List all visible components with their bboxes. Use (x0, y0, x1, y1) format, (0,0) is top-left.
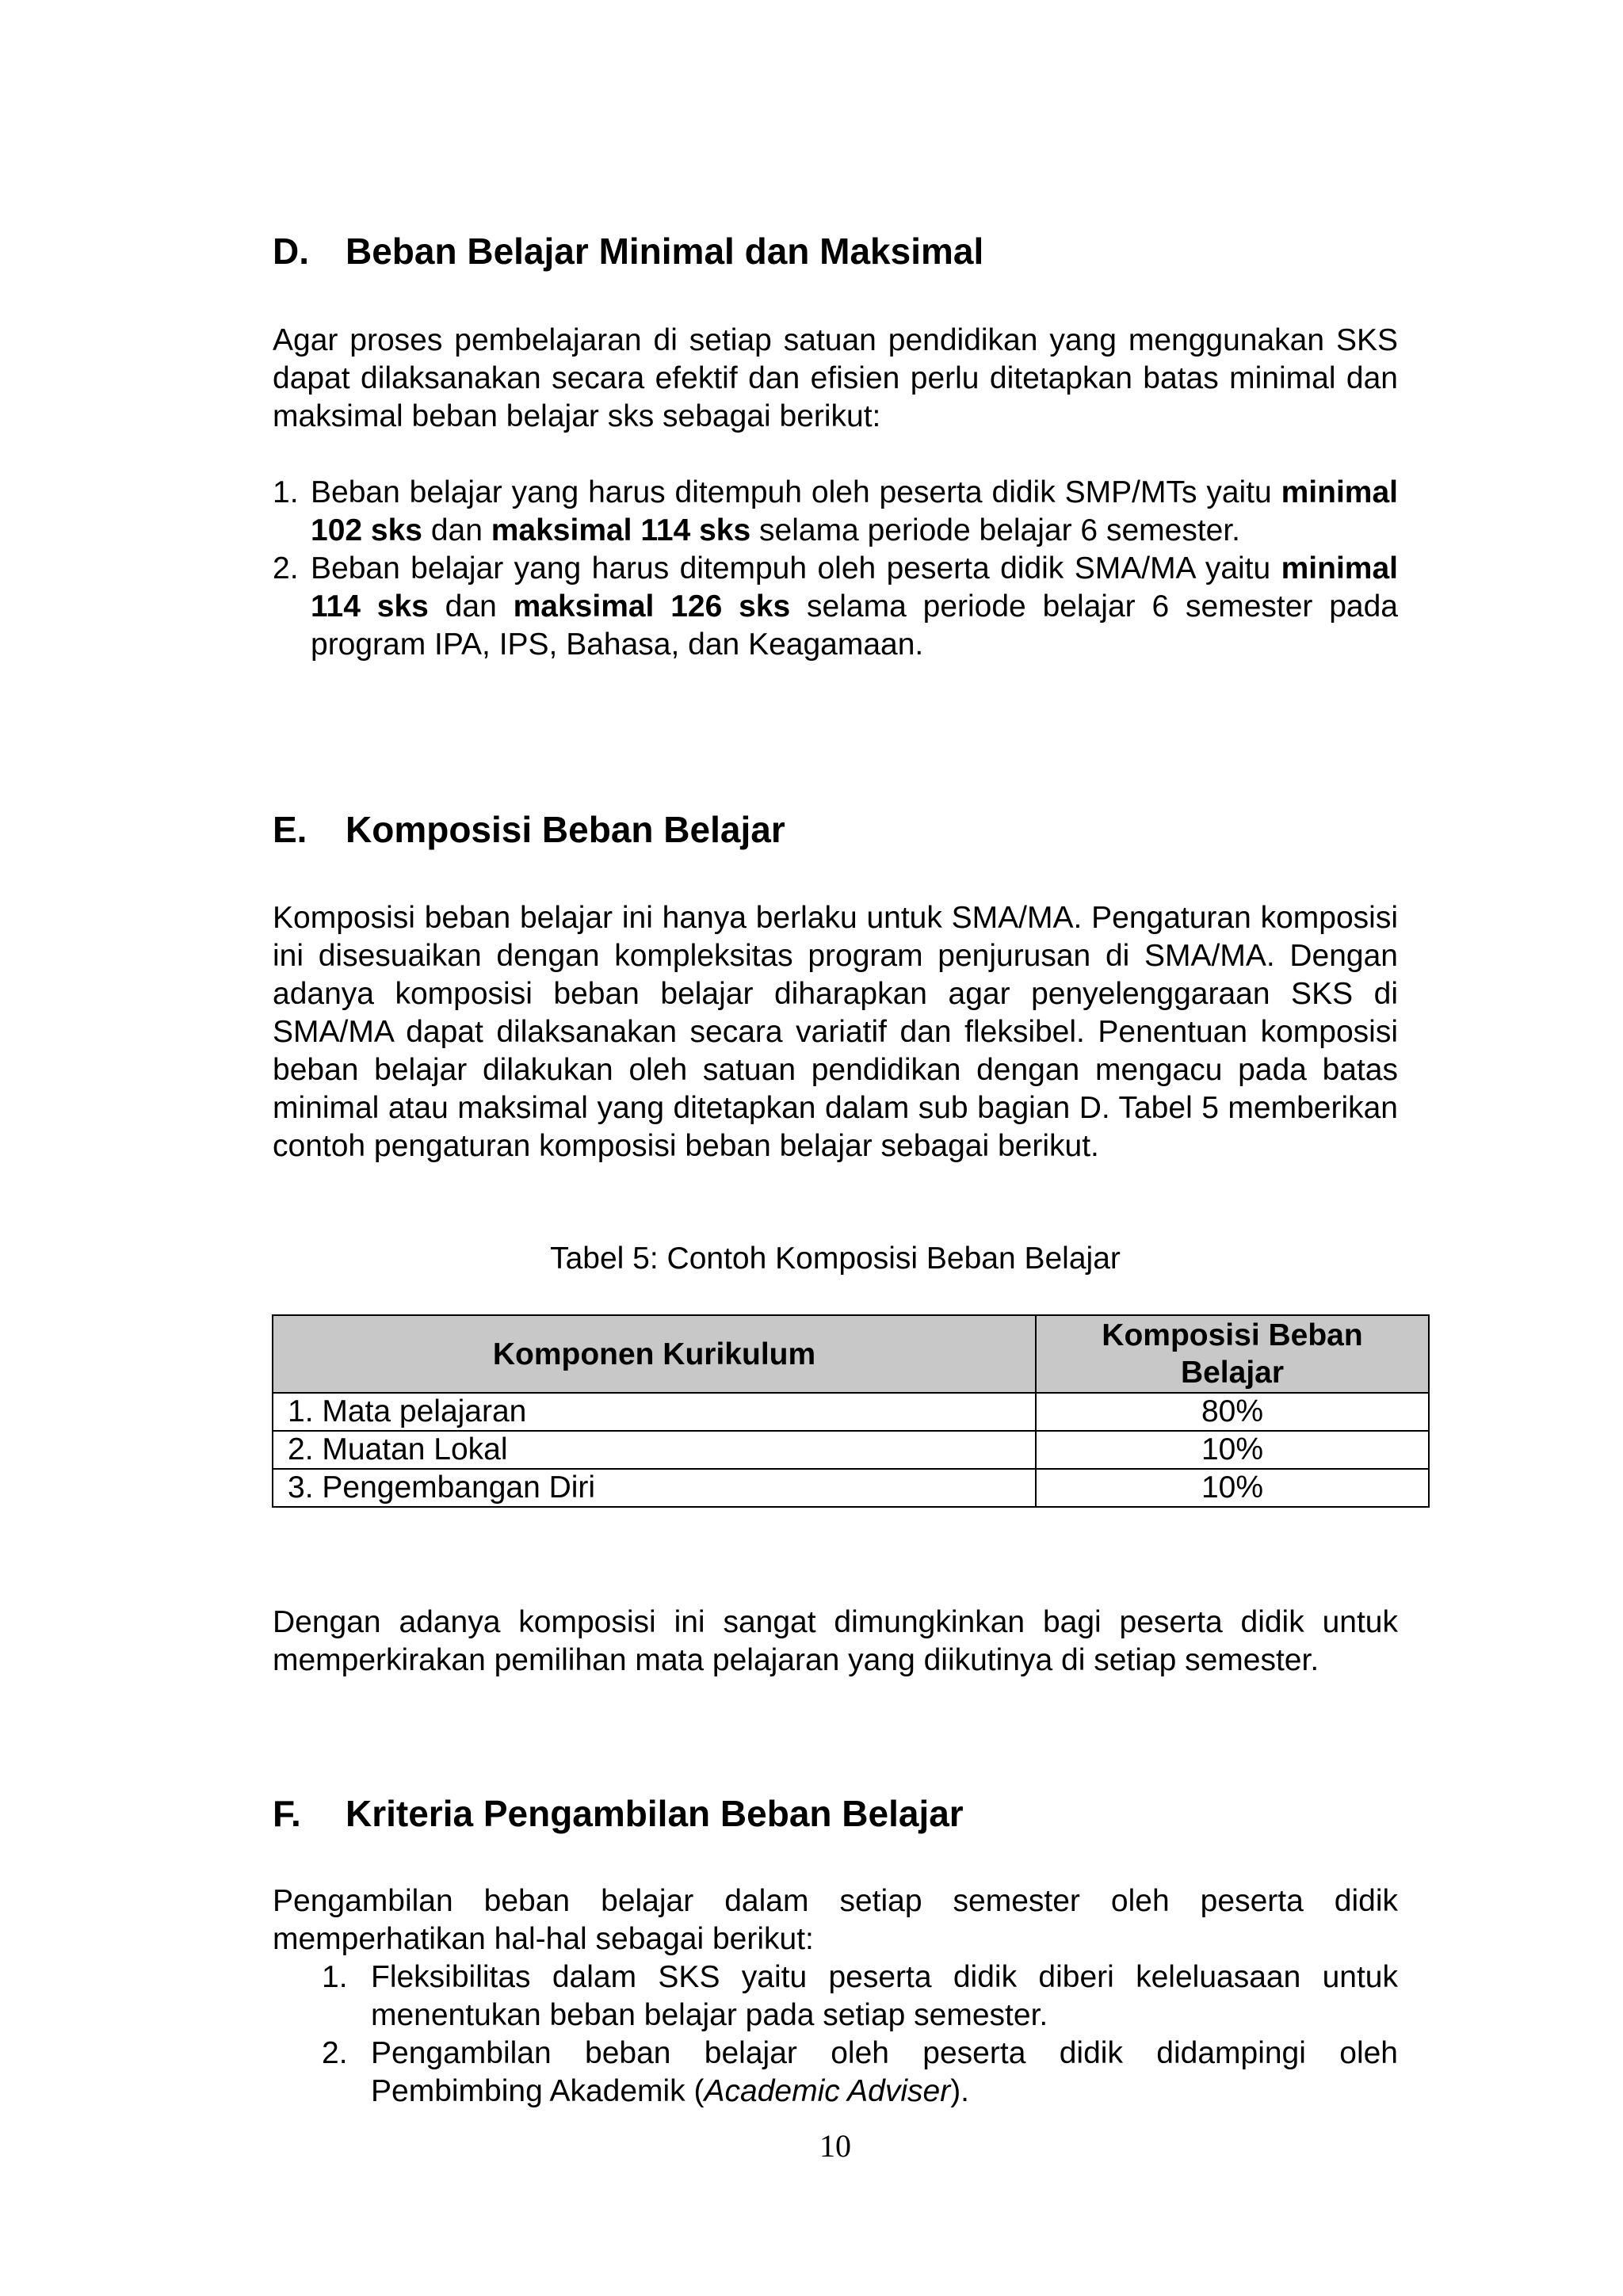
list-item-text: dan (422, 513, 491, 547)
section-e-paragraph: Komposisi beban belajar ini hanya berlaku untuk SMA/MA. Pengaturan komposisi ini disesuaikan dengan kompleksitas program penjurusan di SMA/MA. Dengan adanya komposisi beban belajar diharapkan agar penyelenggaraan SKS di SMA/MA dapat dilaksanakan secara variatif dan fleksibel. Penentuan komposisi beban belajar dilakukan oleh satuan pendidikan dengan mengacu pada batas minimal atau maksimal yang ditetapkan dalam sub bagian D. Tabel 5 memberikan contoh pengaturan komposisi beban belajar sebagai berikut. (273, 901, 1398, 1163)
list-item (273, 550, 1398, 664)
list-item-number: 1. (322, 1960, 348, 1994)
table-cell-value: 80% (1036, 1393, 1429, 1431)
table-caption: Tabel 5: Contoh Komposisi Beban Belajar (550, 1241, 1121, 1276)
list-item-text: Pengambilan beban belajar oleh peserta didik didampingi oleh Pembimbing Akademik ( (371, 2036, 1398, 2108)
section-d-intro: Agar proses pembelajaran di setiap satuan pendidikan yang menggunakan SKS dapat dilaksanakan secara efektif dan efisien perlu ditetapkan batas minimal dan maksimal beban belajar sks sebagai berikut: (273, 323, 1398, 433)
table-cell-component: 2. Muatan Lokal (273, 1431, 1036, 1469)
list-item-number: 2. (322, 2036, 348, 2070)
table-row (273, 1431, 1429, 1469)
section-d-letter: D. (273, 231, 309, 272)
table-cell-component: 1. Mata pelajaran (273, 1393, 1036, 1431)
section-f-heading (273, 1792, 964, 1835)
list-item (273, 474, 1398, 550)
list-item-italic: Academic Adviser (704, 2074, 951, 2108)
page-number: 10 (819, 2128, 851, 2164)
section-d-heading (273, 230, 983, 273)
section-d-title: Beban Belajar Minimal dan Maksimal (346, 231, 984, 272)
list-item-text: ). (950, 2074, 970, 2108)
list-item-bold-min: minimal 114 sks (311, 551, 1398, 624)
section-e-title: Komposisi Beban Belajar (346, 809, 785, 850)
section-e-closing: Dengan adanya komposisi ini sangat dimungkinkan bagi peserta didik untuk memperkirakan pemilihan mata pelajaran yang diikutinya di setiap semester. (273, 1605, 1398, 1677)
table-cell-value: 10% (1036, 1469, 1429, 1507)
list-item-text: dan (428, 589, 514, 624)
list-item-bold-max: maksimal 114 sks (491, 513, 751, 547)
list-item-text: selama periode belajar 6 semester pada program IPA, IPS, Bahasa, dan Keagamaan. (311, 589, 1398, 662)
list-item (273, 2035, 1398, 2111)
composition-table (272, 1314, 1430, 1508)
list-item-text: Fleksibilitas dalam SKS yaitu peserta didik diberi keleluasaan untuk menentukan beban belajar pada setiap semester. (371, 1960, 1398, 2032)
list-item (273, 1958, 1398, 2035)
list-item-number: 2. (273, 551, 299, 585)
table-row (273, 1393, 1429, 1431)
table-header-row (273, 1315, 1429, 1393)
table-cell-value: 10% (1036, 1431, 1429, 1469)
table-header-composition: Komposisi Beban Belajar (1036, 1315, 1429, 1393)
section-f-intro: Pengambilan beban belajar dalam setiap semester oleh peserta didik memperhatikan hal-hal sebagai berikut: (273, 1884, 1398, 1956)
section-d-list (273, 474, 1398, 664)
section-f-list (273, 1958, 1398, 2111)
table-cell-component: 3. Pengembangan Diri (273, 1469, 1036, 1507)
section-f-title: Kriteria Pengambilan Beban Belajar (346, 1793, 964, 1834)
list-item-bold-min: minimal 102 sks (311, 475, 1398, 547)
table-header-component: Komponen Kurikulum (273, 1315, 1036, 1393)
list-item-text: Beban belajar yang harus ditempuh oleh peserta didik SMA/MA yaitu (311, 551, 1281, 585)
table-row (273, 1469, 1429, 1507)
section-f-letter: F. (273, 1793, 301, 1834)
section-e-letter: E. (273, 809, 307, 850)
list-item-bold-max: maksimal 126 sks (513, 589, 791, 624)
list-item-text: Beban belajar yang harus ditempuh oleh peserta didik SMP/MTs yaitu (311, 475, 1281, 509)
section-e-heading (273, 808, 785, 851)
list-item-text: selama periode belajar 6 semester. (750, 513, 1241, 547)
list-item-number: 1. (273, 475, 299, 509)
